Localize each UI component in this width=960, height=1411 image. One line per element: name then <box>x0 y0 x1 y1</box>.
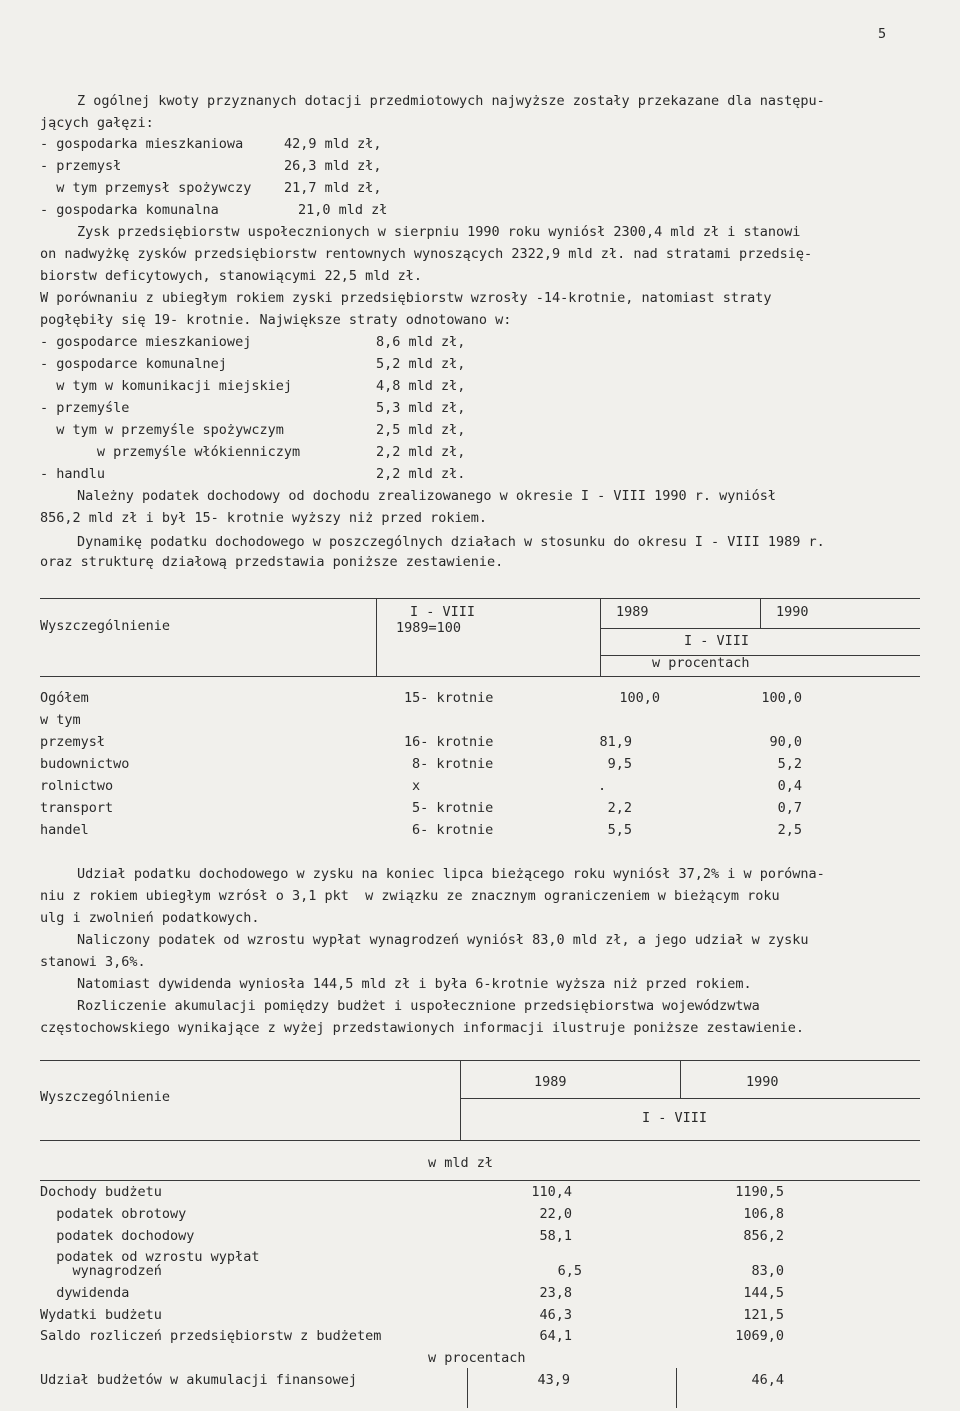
table-row-1990: 0,7 <box>777 800 802 816</box>
loss-label: w tym w komunikacji miejskiej <box>40 378 292 394</box>
table-row-1990: 106,8 <box>743 1206 784 1222</box>
table-row-label: podatek od wzrostu wypłat <box>40 1249 260 1265</box>
subsidy-value: 26,3 mld zł, <box>284 158 382 174</box>
table-row-1989: 2,2 <box>607 800 632 816</box>
table-rule <box>760 598 761 628</box>
table1-header-dynamics: I - VIII <box>410 604 476 620</box>
profit-line-1: Zysk przedsiębiorstw uspołecznionych w sierpniu 1990 roku wyniósł 2300,4 mld zł i stanowi <box>77 224 801 240</box>
table-row-1989: 22,0 <box>539 1206 572 1222</box>
table1-header-desc: Wyszczególnienie <box>40 618 171 634</box>
table-rule <box>460 1060 461 1140</box>
table-row-label: handel <box>40 822 89 838</box>
share-line-3: ulg i zwolnień podatkowych. <box>40 910 260 926</box>
table-rule <box>40 1140 920 1141</box>
table-row-label: Ogółem <box>40 690 89 706</box>
subsidy-value: 21,7 mld zł, <box>284 180 382 196</box>
table-row-dynamics: 8- krotnie <box>412 756 494 772</box>
table-row-label: budownictwo <box>40 756 130 772</box>
table-row-1989: 46,3 <box>539 1307 572 1323</box>
loss-label: - gospodarce mieszkaniowej <box>40 334 252 350</box>
table-row-1990: 1190,5 <box>735 1184 784 1200</box>
table1-header-1990: 1990 <box>776 604 809 620</box>
loss-value: 8,6 mld zł, <box>376 334 466 350</box>
table-row-label: przemysł <box>40 734 106 750</box>
table2-header-1990: 1990 <box>746 1074 779 1090</box>
share-line-8: częstochowskiego wynikające z wyżej przedstawionych informacji ilustruje poniższe zestawienie. <box>40 1020 805 1036</box>
table1-header-period: I - VIII <box>684 633 750 649</box>
subsidy-label: w tym przemysł spożywczy <box>40 180 252 196</box>
table1-header-1989: 1989 <box>616 604 649 620</box>
table-rule <box>40 1060 920 1061</box>
share-line-1: Udział podatku dochodowego w zysku na koniec lipca bieżącego roku wyniósł 37,2% i w porówna- <box>77 866 825 882</box>
table1-header-base: 1989=100 <box>396 620 462 636</box>
table-row-dynamics: 6- krotnie <box>412 822 494 838</box>
table-row-dynamics: 15- krotnie <box>404 690 494 706</box>
table-row-1989: 110,4 <box>531 1184 572 1200</box>
page-number: 5 <box>878 26 887 42</box>
table2-header-period: I - VIII <box>642 1110 708 1126</box>
table-rule <box>40 598 920 599</box>
table-row-label: w tym <box>40 712 81 728</box>
loss-label: w przemyśle włókienniczym <box>40 444 301 460</box>
tax-line-2: 856,2 mld zł i był 15- krotnie wyższy niż przed rokiem. <box>40 510 488 526</box>
table-rule <box>676 1368 677 1408</box>
table-row-1990: 144,5 <box>743 1285 784 1301</box>
loss-value: 2,2 mld zł, <box>376 444 466 460</box>
subsidy-label: - gospodarka mieszkaniowa <box>40 136 244 152</box>
table-rule <box>680 1060 681 1098</box>
subsidy-label: - gospodarka komunalna <box>40 202 219 218</box>
table-row-1990: 83,0 <box>751 1263 784 1279</box>
subsidy-label: - przemysł <box>40 158 122 174</box>
table2-unit-pct: w procentach <box>428 1350 526 1366</box>
tax-line-1: Należny podatek dochodowy od dochodu zrealizowanego w okresie I - VIII 1990 r. wyniósł <box>77 488 776 504</box>
table-row-dynamics: 16- krotnie <box>404 734 494 750</box>
table-row-label: wynagrodzeń <box>40 1263 162 1279</box>
table-row-label: Wydatki budżetu <box>40 1307 162 1323</box>
table1-header-unit: w procentach <box>652 655 750 671</box>
table-rule <box>467 1368 468 1408</box>
table-row-label: podatek obrotowy <box>40 1206 187 1222</box>
table-row-1989: 58,1 <box>539 1228 572 1244</box>
table-rule <box>40 676 920 677</box>
table-row-1989: . <box>598 778 607 794</box>
table-row-1990: 121,5 <box>743 1307 784 1323</box>
tax-line-4: oraz strukturę działową przedstawia poniższe zestawienie. <box>40 554 504 570</box>
table-row-1989: 81,9 <box>599 734 632 750</box>
table-row-label: dywidenda <box>40 1285 130 1301</box>
share-line-2: niu z rokiem ubiegłym wzrósł o 3,1 pkt w związku ze znacznym ograniczeniem w bieżącym roku <box>40 888 780 904</box>
table-row-1990: 90,0 <box>769 734 802 750</box>
table-row-1990: 2,5 <box>777 822 802 838</box>
table-row-1990: 1069,0 <box>735 1328 784 1344</box>
table-row-1990: 5,2 <box>777 756 802 772</box>
table-row-1989: 43,9 <box>537 1372 570 1388</box>
table-row-1989: 64,1 <box>539 1328 572 1344</box>
table-rule <box>376 598 377 676</box>
table-row-label: podatek dochodowy <box>40 1228 195 1244</box>
loss-label: - handlu <box>40 466 106 482</box>
table-rule <box>600 628 920 629</box>
table-row-label: rolnictwo <box>40 778 114 794</box>
table-row-1989: 9,5 <box>607 756 632 772</box>
loss-value: 5,3 mld zł, <box>376 400 466 416</box>
share-line-5: stanowi 3,6%. <box>40 954 146 970</box>
table-row-dynamics: 5- krotnie <box>412 800 494 816</box>
loss-label: - przemyśle <box>40 400 130 416</box>
loss-value: 2,5 mld zł, <box>376 422 466 438</box>
table-row-1990: 46,4 <box>751 1372 784 1388</box>
loss-value: 2,2 mld zł. <box>376 466 466 482</box>
loss-label: - gospodarce komunalnej <box>40 356 227 372</box>
profit-line-3: biorstw deficytowych, stanowiącymi 22,5 mld zł. <box>40 268 423 284</box>
table2-header-1989: 1989 <box>534 1074 567 1090</box>
table-rule <box>600 598 601 676</box>
table2-unit-mld: w mld zł <box>428 1155 494 1171</box>
table-row-1989: 23,8 <box>539 1285 572 1301</box>
profit-line-5: pogłębiły się 19- krotnie. Największe straty odnotowano w: <box>40 312 512 328</box>
table-rule <box>600 655 920 656</box>
share-line-7: Rozliczenie akumulacji pomiędzy budżet i uspołecznione przedsiębiorstwa wojewódzwtwa <box>77 998 760 1014</box>
table2-header-desc: Wyszczególnienie <box>40 1089 171 1105</box>
table-row-label: transport <box>40 800 114 816</box>
tax-line-3: Dynamikę podatku dochodowego w poszczególnych działach w stosunku do okresu I - VIII 1989 r. <box>77 534 825 550</box>
intro-line-1: Z ogólnej kwoty przyznanych dotacji przedmiotowych najwyższe zostały przekazane dla następu- <box>77 93 825 109</box>
subsidy-value: 42,9 mld zł, <box>284 136 382 152</box>
table-row-1990: 0,4 <box>777 778 802 794</box>
subsidy-value: 21,0 mld zł <box>298 202 388 218</box>
loss-value: 4,8 mld zł, <box>376 378 466 394</box>
table-row-1989: 5,5 <box>607 822 632 838</box>
table-row-1989: 6,5 <box>557 1263 582 1279</box>
loss-value: 5,2 mld zł, <box>376 356 466 372</box>
table-row-label: Saldo rozliczeń przedsiębiorstw z budżetem <box>40 1328 382 1344</box>
share-line-4: Naliczony podatek od wzrostu wypłat wynagrodzeń wyniósł 83,0 mld zł, a jego udział w zysku <box>77 932 809 948</box>
share-line-6: Natomiast dywidenda wyniosła 144,5 mld zł i była 6-krotnie wyższa niż przed rokiem. <box>77 976 752 992</box>
table-rule <box>40 1180 920 1181</box>
table-row-dynamics: x <box>412 778 421 794</box>
table-row-label: Udział budżetów w akumulacji finansowej <box>40 1372 357 1388</box>
intro-line-2: jących gałęzi: <box>40 115 154 131</box>
table-row-1989: 100,0 <box>619 690 660 706</box>
table-row-1990: 856,2 <box>743 1228 784 1244</box>
table-row-1990: 100,0 <box>761 690 802 706</box>
table-rule <box>460 1098 920 1099</box>
loss-label: w tym w przemyśle spożywczym <box>40 422 284 438</box>
profit-line-4: W porównaniu z ubiegłym rokiem zyski przedsiębiorstw wzrosły -14-krotnie, natomiast straty <box>40 290 772 306</box>
profit-line-2: on nadwyżkę zysków przedsiębiorstw rentownych wynoszących 2322,9 mld zł. nad stratami przedsię- <box>40 246 813 262</box>
table-row-label: Dochody budżetu <box>40 1184 162 1200</box>
